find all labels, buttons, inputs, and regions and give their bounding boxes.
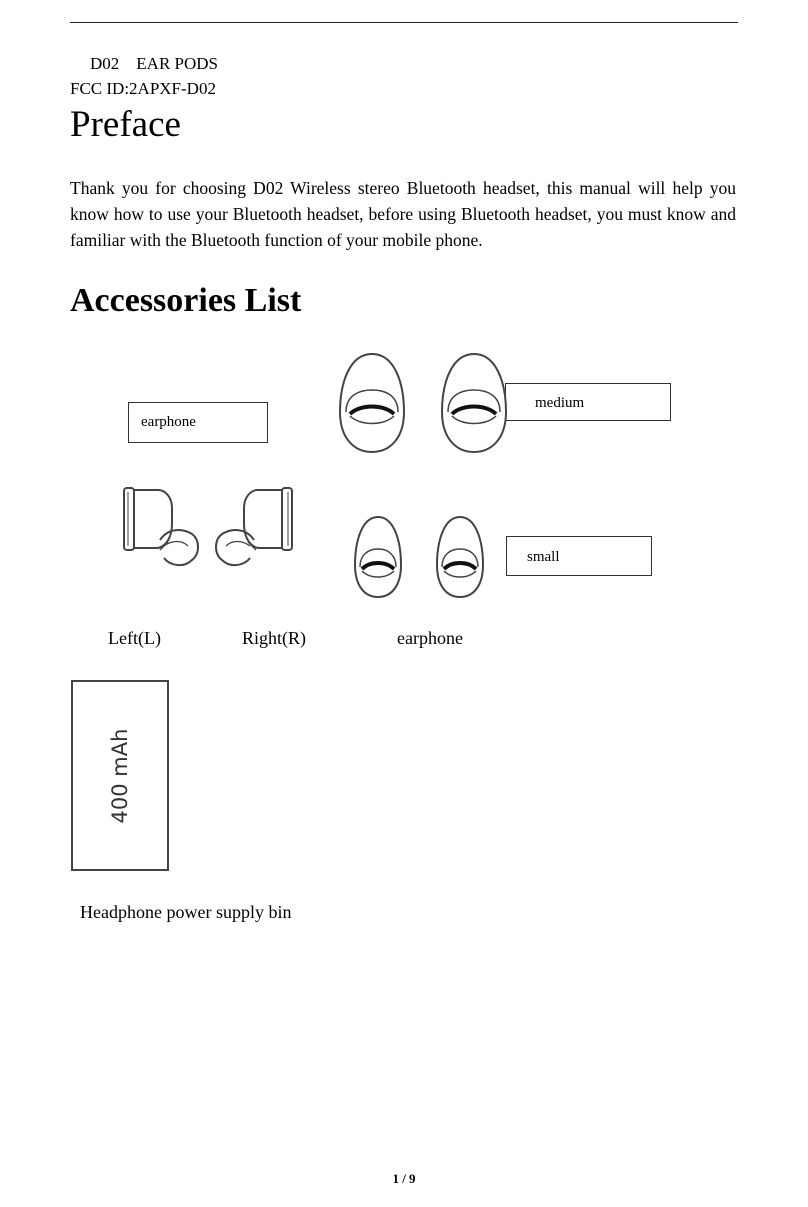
- left-earbud-illustration: [120, 484, 202, 570]
- earphone-caption: earphone: [397, 628, 463, 648]
- small-label-box: small: [506, 536, 652, 576]
- right-earbud-illustration: [208, 484, 298, 570]
- power-supply-bin-caption: Headphone power supply bin: [80, 902, 292, 922]
- small-ear-tip-1-illustration: [352, 515, 404, 599]
- page-number: 1 / 9: [392, 1171, 416, 1186]
- medium-ear-tip-2-illustration: [438, 352, 510, 454]
- battery-capacity-label: 400 mAh: [108, 728, 132, 823]
- medium-label-box: medium: [505, 383, 671, 421]
- model-line: D02 EAR PODS: [90, 54, 218, 73]
- accessories-heading: Accessories List: [70, 282, 302, 319]
- small-ear-tip-2-illustration: [434, 515, 486, 599]
- right-caption: Right(R): [242, 628, 307, 648]
- header-rule: [70, 22, 738, 23]
- left-caption: Left(L): [108, 628, 161, 648]
- preface-heading: Preface: [70, 104, 181, 145]
- earphone-label-box: earphone: [128, 402, 268, 443]
- fcc-id: FCC ID:2APXF-D02: [70, 79, 216, 98]
- preface-paragraph: Thank you for choosing D02 Wireless stereo Bluetooth headset, this manual will help you know how to use your Bluetooth headset, before using Bluetooth headset, you must know and familiar with the Bluetooth function of your mobile phone.: [70, 178, 736, 250]
- power-supply-bin-illustration: [71, 680, 169, 871]
- medium-ear-tip-1-illustration: [336, 352, 408, 454]
